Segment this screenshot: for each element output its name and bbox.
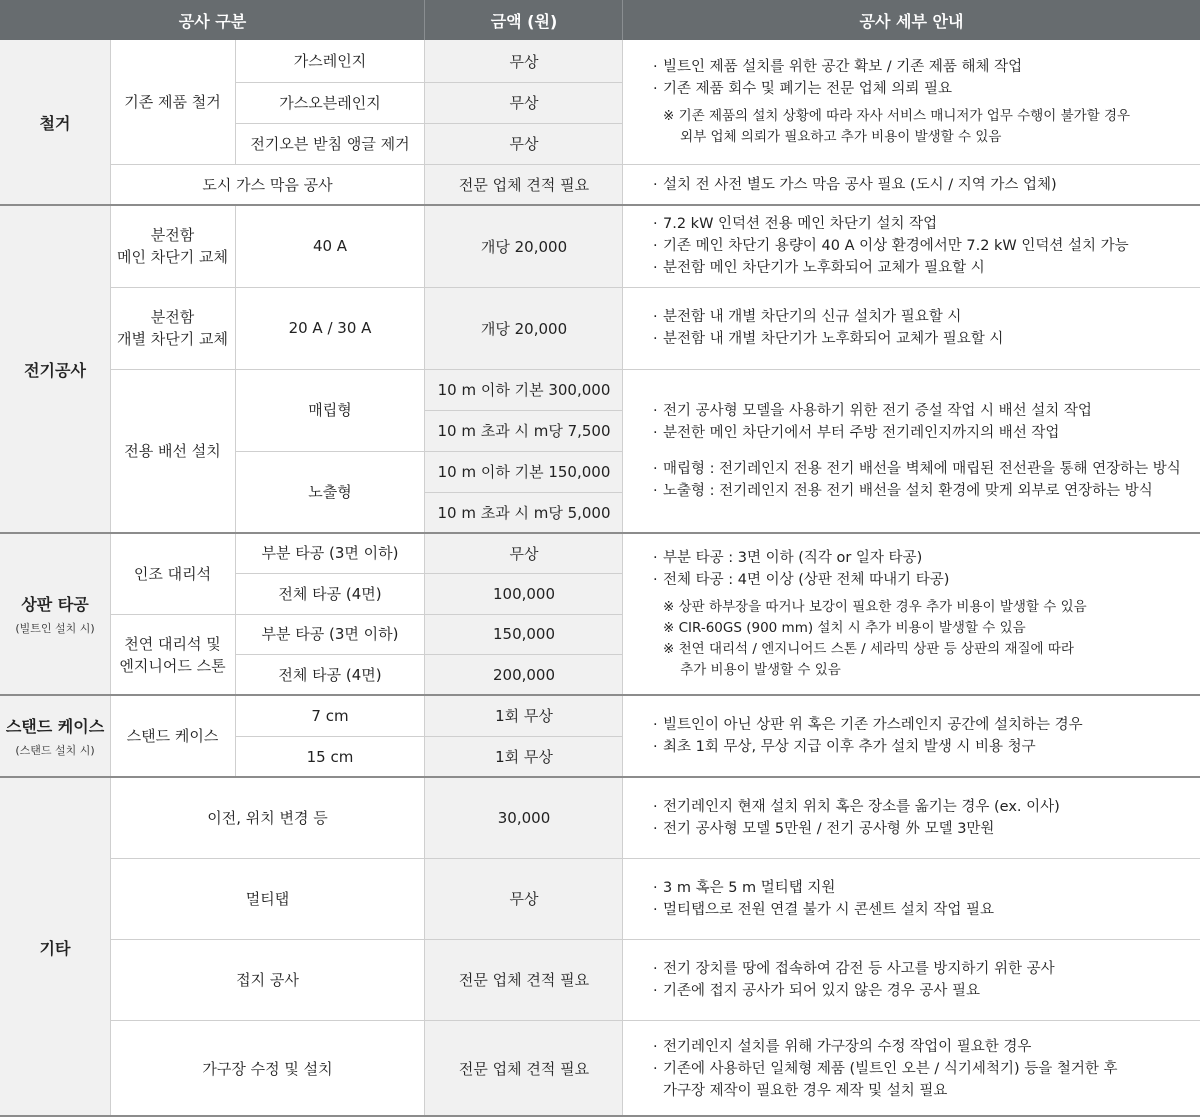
amount-exposed-base: 10 m 이하 기본 150,000 — [425, 451, 623, 492]
detail-bullet: · 분전한 메인 차단기에서 부터 주방 전기레인지까지의 배선 작업 — [653, 422, 1196, 444]
details-wiring — [623, 369, 1200, 533]
header-category: 공사 구분 — [0, 0, 425, 40]
detail-bullet: · 멀티탭으로 전원 연결 불가 시 콘센트 설치 작업 필요 — [653, 899, 1196, 921]
amount-natural-partial: 150,000 — [425, 614, 623, 654]
wiring-label: 전용 배선 설치 — [124, 442, 221, 460]
amount-gas-range: 무상 — [425, 40, 623, 82]
detail-bullet: · 전기레인지 설치를 위해 가구장의 수정 작업이 필요한 경우 — [653, 1036, 1196, 1058]
natural-full-label: 전체 타공 (4면) — [278, 665, 382, 684]
detail-bullet: · 매립형 : 전기레인지 전용 전기 배선을 벽체에 매립된 전선관을 통해 연장하는 방식 — [653, 458, 1196, 480]
category-label: 스탠드 케이스 — [5, 717, 105, 736]
header-details: 공사 세부 안내 — [623, 0, 1200, 40]
detail-bullet: · 기존에 사용하던 일체형 제품 (빌트인 오븐 / 식기세척기) 등을 철거한 후 — [653, 1058, 1196, 1080]
detail-bullet: · 3 m 혹은 5 m 멀티탭 지원 — [653, 877, 1196, 899]
category-label: 전기공사 — [24, 360, 86, 380]
header-amount: 금액 (원) — [425, 0, 623, 40]
label-line: 분전함 — [150, 226, 195, 244]
amount-buried-extra: 10 m 초과 시 m당 7,500 — [425, 410, 623, 451]
amount-gas-oven-range: 무상 — [425, 82, 623, 123]
detail-bullet: · 분전함 메인 차단기가 노후화되어 교체가 필요할 시 — [653, 257, 1196, 279]
category-removal — [0, 40, 110, 205]
wiring-buried-label: 매립형 — [308, 401, 352, 419]
detail-note: ※ 천연 대리석 / 엔지니어드 스톤 / 세라믹 상판 등 상판의 재질에 따라 추가 비용이 발생할 수 있음 — [663, 641, 1074, 678]
amount-artificial-full: 100,000 — [425, 573, 623, 614]
category-label: 기타 — [39, 938, 71, 958]
detail-bullet: · 전기레인지 현재 설치 위치 혹은 장소를 옮기는 경우 (ex. 이사) — [653, 796, 1196, 818]
details-grounding — [623, 939, 1200, 1020]
artificial-full-label: 전체 타공 (4면) — [278, 584, 382, 603]
details-countertop — [623, 533, 1200, 695]
details-branch-breaker — [623, 287, 1200, 369]
category-stand — [0, 695, 110, 777]
details-existing-removal — [623, 40, 1200, 164]
grounding-label: 접지 공사 — [236, 970, 299, 989]
item-gas-range: 가스레인지 — [293, 52, 367, 70]
cabinet-label: 가구장 수정 및 설치 — [202, 1059, 333, 1078]
detail-bullet: · 전체 타공 : 4면 이상 (상판 전체 따내기 타공) — [653, 569, 1196, 591]
natural-partial-label: 부분 타공 (3면 이하) — [261, 625, 399, 643]
label-line: 천연 대리석 및 — [124, 634, 221, 653]
details-cabinet — [623, 1020, 1200, 1117]
detail-bullet: · 기존 제품 회수 및 폐기는 전문 업체 의뢰 필요 — [653, 78, 1196, 100]
multitap-label: 멀티탭 — [245, 889, 290, 908]
details-relocation — [623, 777, 1200, 858]
detail-bullet: · 빌트인이 아닌 상판 위 혹은 기존 가스레인지 공간에 설치하는 경우 — [653, 714, 1196, 736]
category-etc — [0, 777, 110, 1117]
amount-stand-7cm: 1회 무상 — [425, 695, 623, 736]
gas-blocking-label: 도시 가스 막음 공사 — [202, 175, 333, 194]
category-sub-label: (빌트인 설치 시) — [15, 622, 95, 635]
existing-removal-label: 기존 제품 철거 — [124, 93, 221, 111]
detail-bullet: · 최초 1회 무상, 무상 지급 이후 추가 설치 발생 시 비용 청구 — [653, 736, 1196, 758]
amount-gas-blocking: 전문 업체 견적 필요 — [425, 164, 623, 205]
amount-oven-angle-removal: 무상 — [425, 123, 623, 164]
amount-main-breaker: 개당 20,000 — [425, 205, 623, 287]
category-electrical — [0, 205, 110, 533]
main-breaker-label — [110, 205, 235, 287]
detail-bullet: · 전기 공사형 모델을 사용하기 위한 전기 증설 작업 시 배선 설치 작업 — [653, 400, 1196, 422]
stand-case-label: 스탠드 케이스 — [126, 727, 219, 745]
stand-15cm-label: 15 cm — [306, 747, 354, 766]
detail-bullet: · 기존에 접지 공사가 되어 있지 않은 경우 공사 필요 — [653, 980, 1196, 1002]
label-line: 엔지니어드 스톤 — [119, 656, 226, 675]
label-line: 메인 차단기 교체 — [117, 248, 228, 266]
amount-natural-full: 200,000 — [425, 654, 623, 695]
category-label: 철거 — [39, 114, 71, 133]
main-breaker-spec: 40 A — [312, 237, 348, 255]
detail-note: ※ 상판 하부장을 따거나 보강이 필요한 경우 추가 비용이 발생할 수 있음 — [663, 599, 1087, 615]
relocation-label: 이전, 위치 변경 등 — [207, 808, 328, 827]
category-label: 상판 타공 — [21, 595, 89, 614]
amount-branch-breaker: 개당 20,000 — [425, 287, 623, 369]
detail-continuation: 가구장 제작이 필요한 경우 제작 및 설치 필요 — [663, 1082, 948, 1099]
amount-multitap: 무상 — [425, 858, 623, 939]
label-line: 개별 차단기 교체 — [117, 330, 228, 348]
branch-breaker-label — [110, 287, 235, 369]
artificial-marble-label: 인조 대리석 — [133, 564, 212, 583]
detail-bullet: · 기존 메인 차단기 용량이 40 A 이상 환경에서만 7.2 kW 인덕션 설치 가능 — [653, 235, 1196, 257]
detail-bullet: · 분전함 내 개별 차단기의 신규 설치가 필요할 시 — [653, 306, 1196, 328]
amount-buried-base: 10 m 이하 기본 300,000 — [425, 369, 623, 410]
details-multitap — [623, 858, 1200, 939]
amount-exposed-extra: 10 m 초과 시 m당 5,000 — [425, 492, 623, 533]
amount-relocation: 30,000 — [425, 777, 623, 858]
detail-note: ※ CIR-60GS (900 mm) 설치 시 추가 비용이 발생할 수 있음 — [663, 620, 1026, 636]
stand-7cm-label: 7 cm — [311, 706, 349, 725]
detail-bullet: · 부분 타공 : 3면 이하 (직각 or 일자 타공) — [653, 547, 1196, 569]
item-oven-angle-removal: 전기오븐 받침 앵글 제거 — [250, 134, 410, 153]
category-countertop — [0, 533, 110, 695]
detail-bullet: · 7.2 kW 인덕션 전용 메인 차단기 설치 작업 — [653, 213, 1196, 235]
detail-bullet: · 전기 공사형 모델 5만원 / 전기 공사형 外 모델 3만원 — [653, 818, 1196, 840]
details-stand — [623, 695, 1200, 777]
artificial-partial-label: 부분 타공 (3면 이하) — [261, 544, 399, 562]
label-line: 분전함 — [150, 308, 195, 326]
wiring-exposed-label: 노출형 — [308, 483, 352, 501]
detail-bullet: · 전기 장치를 땅에 접속하여 감전 등 사고를 방지하기 위한 공사 — [653, 958, 1196, 980]
detail-note: ※ 기존 제품의 설치 상황에 따라 자사 서비스 매니저가 업무 수행이 불가할 경우 외부 업체 의뢰가 필요하고 추가 비용이 발생할 수 있음 — [663, 108, 1131, 145]
branch-breaker-spec: 20 A / 30 A — [288, 319, 372, 337]
category-sub-label: (스탠드 설치 시) — [15, 744, 95, 757]
details-main-breaker — [623, 205, 1200, 287]
details-gas-blocking — [623, 164, 1200, 205]
detail-bullet: · 분전함 내 개별 차단기가 노후화되어 교체가 필요할 시 — [653, 328, 1196, 350]
amount-artificial-partial: 무상 — [425, 533, 623, 573]
amount-stand-15cm: 1회 무상 — [425, 736, 623, 777]
natural-stone-label — [110, 614, 235, 695]
detail-bullet: · 노출형 : 전기레인지 전용 전기 배선을 설치 환경에 맞게 외부로 연장하는 방식 — [653, 480, 1196, 502]
amount-grounding: 전문 업체 견적 필요 — [425, 939, 623, 1020]
item-gas-oven-range: 가스오븐레인지 — [279, 93, 381, 112]
detail-bullet: · 설치 전 사전 별도 가스 막음 공사 필요 (도시 / 지역 가스 업체) — [653, 174, 1196, 196]
detail-bullet: · 빌트인 제품 설치를 위한 공간 확보 / 기존 제품 해체 작업 — [653, 56, 1196, 78]
amount-cabinet: 전문 업체 견적 필요 — [425, 1020, 623, 1117]
